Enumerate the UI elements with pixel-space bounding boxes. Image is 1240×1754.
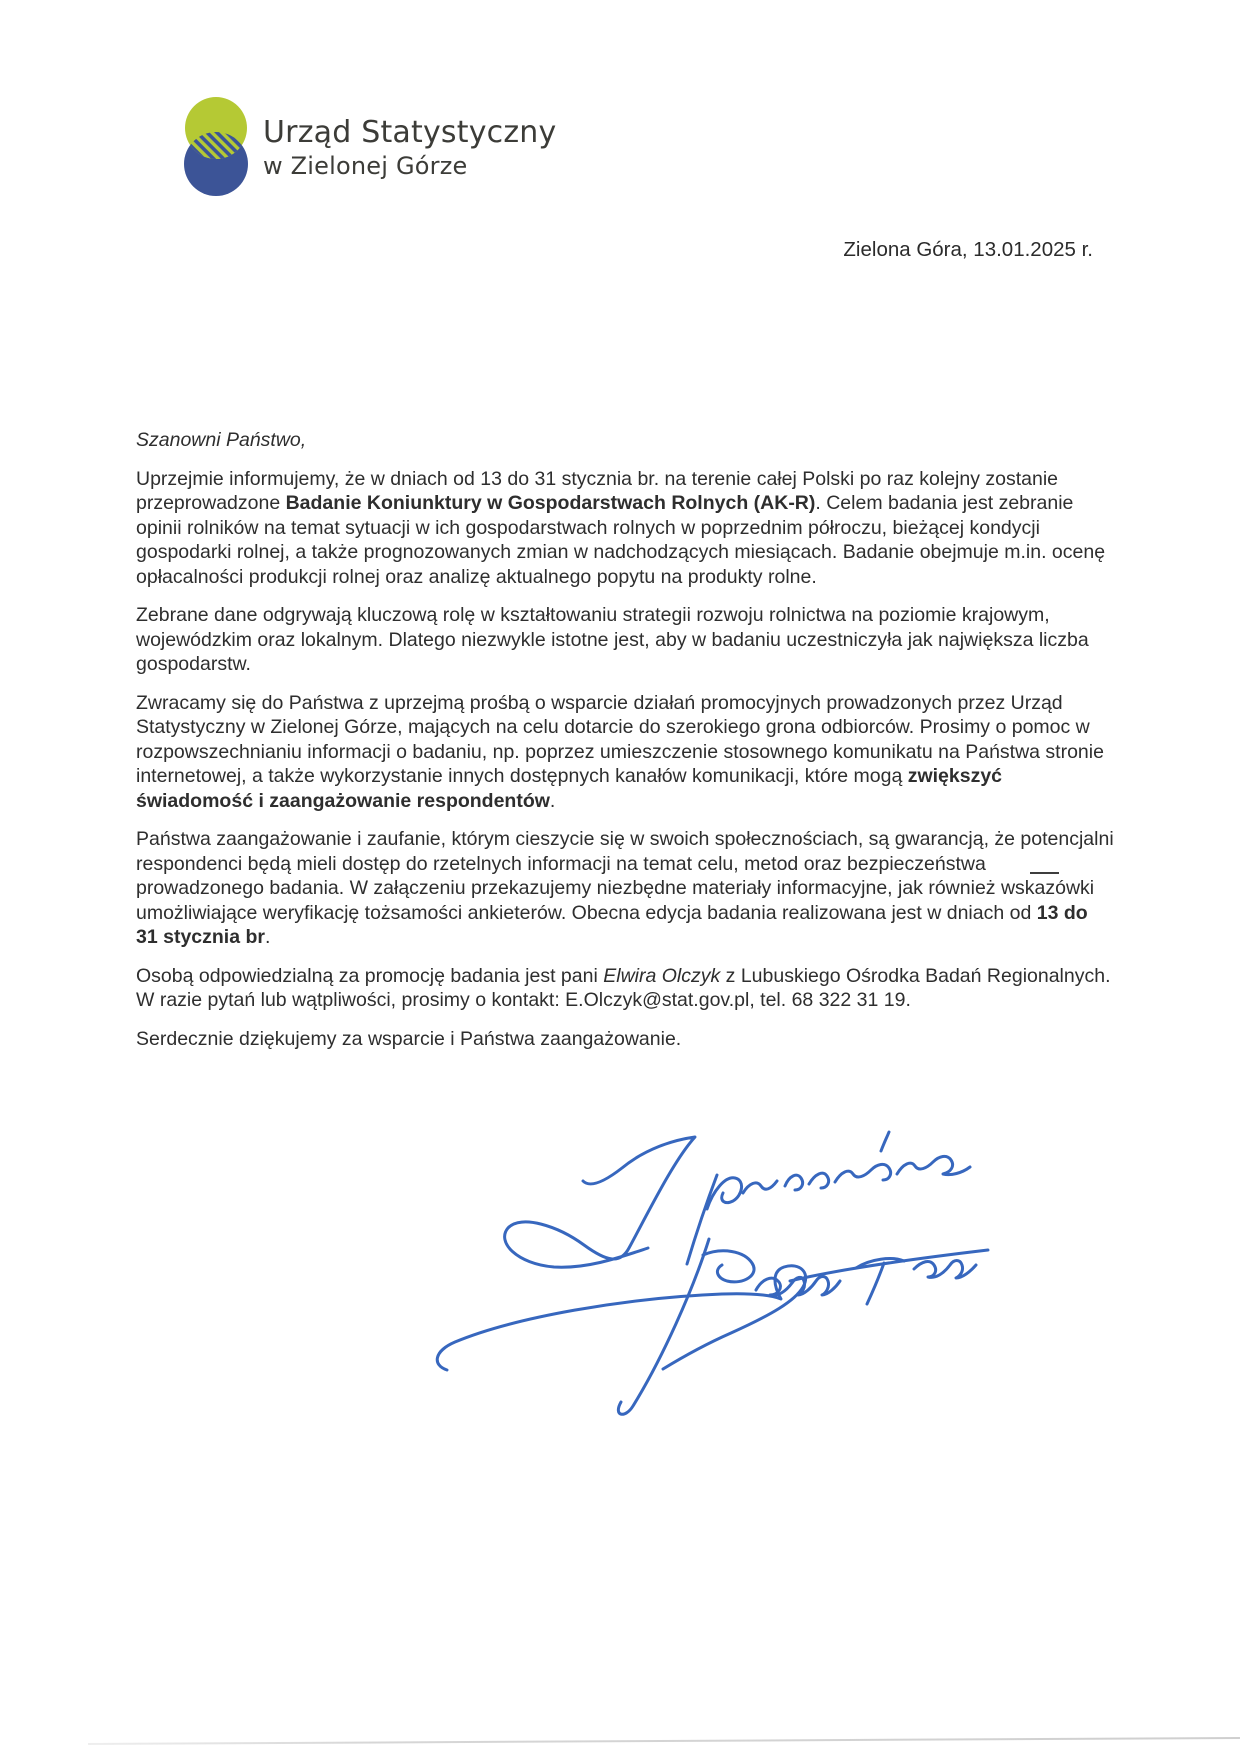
text-run-bold: 13 do 31 stycznia br: [136, 901, 1088, 948]
salutation: Szanowni Państwo,: [136, 429, 307, 451]
text-run: Uprzejmie informujemy, że w dniach od 13 do 31 stycznia br. na terenie całej Polski po raz kolejny zostanie przeprowadzone: [136, 467, 1059, 514]
signature-stroke: [505, 1137, 695, 1267]
text-run-bold: zwiększyć świadomość i zaangażowanie respondentów: [136, 765, 1003, 812]
org-name-line2: w Zielonej Górze: [263, 152, 468, 180]
page-bottom-edge-line: [88, 1737, 1240, 1745]
letter-body: [136, 428, 1114, 1065]
logo-wordmark: [263, 115, 557, 180]
text-run: Osobą odpowiedzialną za promocję badania jest pani: [136, 964, 604, 987]
paragraph-1: [136, 467, 1114, 590]
signature-stroke: [867, 1263, 884, 1304]
text-run: . Celem badania jest zebranie opinii rolników na temat sytuacji w ich gospodarstwach rolnych w poprzednim półroczu, bieżącej kondycji gospodarki rolnej, a także prognozowanych zmian w nadchodzących miesiącach. Badanie obejmuje m.in. ocenę opłacalności produkcji rolnej oraz analizę aktualnego popytu na produkty rolne.: [136, 492, 1106, 588]
text-run: Serdecznie dziękujemy za wsparcie i Państwa zaangażowanie.: [136, 1027, 682, 1050]
signature-stroke: [703, 1251, 754, 1282]
paragraph-2: [136, 603, 1114, 677]
text-run: Państwa zaangażowanie i zaufanie, którym cieszycie się w swoich społecznościach, są gwarancją, że potencjalni respondenci będą mieli dostęp do rzetelnych informacji na temat celu, metod oraz bezpieczeństwa prowadzonego badania. W załączeniu przekazujemy niezbędne materiały informacyjne, jak również wskazówki umożliwiające weryfikację tożsamości ankieterów. Obecna edycja badania realizowana jest w dniach od: [136, 828, 1114, 924]
signature-stroke: [707, 1156, 970, 1209]
text-run: .: [264, 926, 271, 948]
text-run: Zwracamy się do Państwa z uprzejmą prośbą o wsparcie działań promocyjnych prowadzonych przez Urząd Statystyczny w Zielonej Górze, mających na celu dotarcie do szerokiego grona odbiorców. Prosimy o pomoc w rozpowszechnianiu informacji o badaniu, np. poprzez umieszczenie stosownego komunikatu na Państwa stronie internetowej, a także wykorzystanie innych dostępnych kanałów komunikacji, które mogą: [136, 691, 1104, 787]
text-run-bold: Badanie Koniunktury w Gospodarstwach Rolnych (AK-R): [285, 492, 816, 514]
text-run: Zebrane dane odgrywają kluczową rolę w kształtowaniu strategii rozwoju rolnictwa na poziomie krajowym, wojewódzkim oraz lokalnym. Dlatego niezwykle istotne jest, aby w badaniu uczestniczyła jak największa liczba gospodarstw.: [136, 604, 1089, 675]
org-name-line1: Urząd Statystyczny: [263, 115, 557, 150]
paragraph-5: [136, 964, 1114, 1013]
dateline: Zielona Góra, 13.01.2025 r.: [843, 238, 1093, 261]
signature-stroke: [437, 1266, 805, 1370]
paragraph-4: [136, 827, 1114, 950]
text-run: .: [549, 789, 556, 812]
signature-stroke: [881, 1132, 889, 1151]
scan-dash-artifact: [1030, 872, 1059, 874]
paragraph-6: [136, 1027, 1114, 1052]
signature-stroke: [914, 1261, 976, 1279]
text-run-italic: Elwira Olczyk: [603, 964, 721, 987]
text-run: z Lubuskiego Ośrodka Badań Regionalnych. W razie pytań lub wątpliwości, prosimy o kontakt: E.Olczyk@stat.gov.pl, tel. 68 322 31 19.: [136, 964, 1111, 1011]
statistical-office-logo-icon: [180, 93, 256, 199]
paragraph-3: [136, 691, 1114, 814]
signature-stroke: [618, 1239, 709, 1414]
handwritten-signature: [390, 1118, 990, 1418]
